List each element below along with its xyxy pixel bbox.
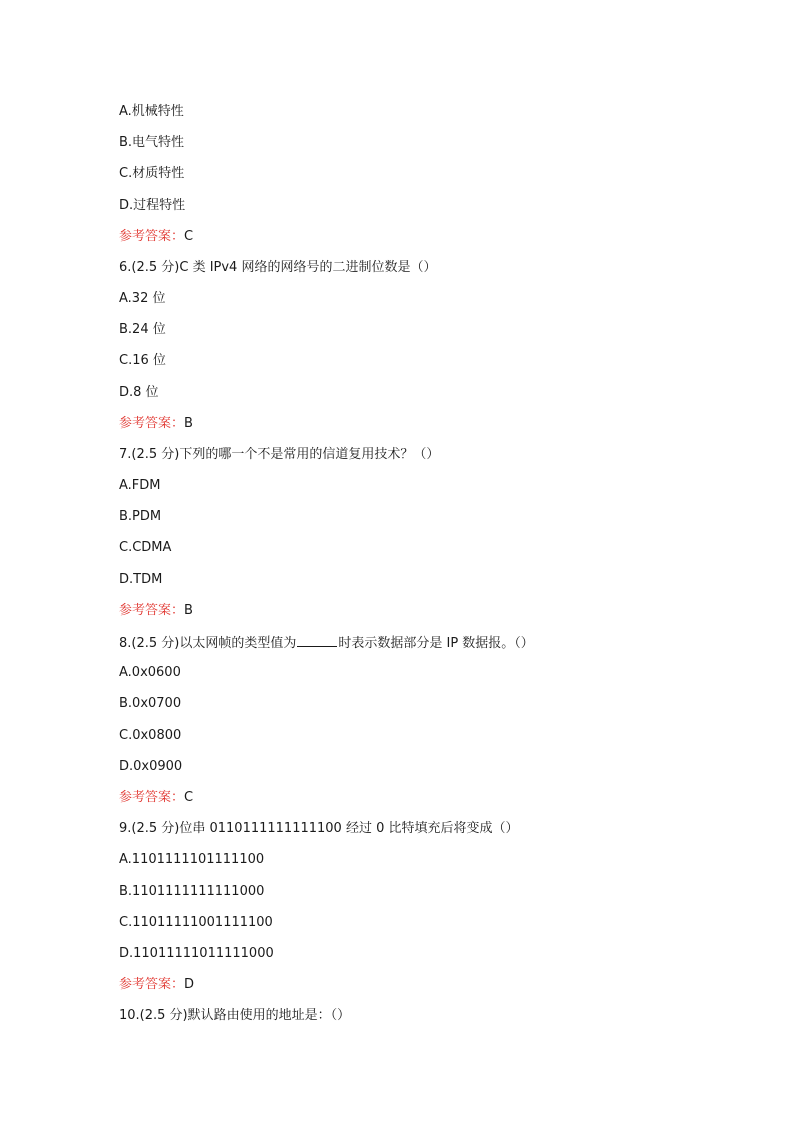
answer-label: 参考答案： <box>119 977 185 992</box>
q8-question <box>119 633 534 651</box>
q8-option-b: B.0x0700 <box>119 696 182 711</box>
q7-option-d: D.TDM <box>119 572 163 587</box>
q8-option-d: D.0x0900 <box>119 759 183 774</box>
q7-option-a: A.FDM <box>119 478 161 493</box>
q8-option-a: A.0x0600 <box>119 665 181 680</box>
q10-question: 10.(2.5 分)默认路由使用的地址是：（） <box>119 1008 351 1023</box>
answer-value: C <box>184 790 194 805</box>
answer-value: C <box>184 229 194 244</box>
q9-option-b: B.1101111111111000 <box>119 884 265 899</box>
q8-option-c: C.0x0800 <box>119 728 182 743</box>
answer-value: D <box>184 977 195 992</box>
fill-in-blank <box>297 633 337 647</box>
q9-question: 9.(2.5 分)位串 0110111111111100 经过 0 比特填充后将变成（） <box>119 821 519 836</box>
q9-answer <box>119 976 194 994</box>
q6-option-a: A.32 位 <box>119 291 166 306</box>
q9-option-a: A.1101111101111100 <box>119 852 265 867</box>
q6-answer <box>119 415 193 433</box>
q6-option-c: C.16 位 <box>119 353 166 368</box>
q9-option-c: C.11011111001111100 <box>119 915 273 930</box>
q5-option-c: C.材质特性 <box>119 166 185 181</box>
q8-question-part1: 8.(2.5 分)以太网帧的类型值为 <box>119 636 297 651</box>
q9-option-d: D.11011111011111000 <box>119 946 274 961</box>
q7-question: 7.(2.5 分)下列的哪一个不是常用的信道复用技术？（） <box>119 447 440 462</box>
q8-question-part2: 时表示数据部分是 IP 数据报。（） <box>338 636 534 651</box>
answer-label: 参考答案： <box>119 229 185 244</box>
q6-option-d: D.8 位 <box>119 385 159 400</box>
answer-value: B <box>184 416 193 431</box>
q5-answer <box>119 228 193 246</box>
q7-option-b: B.PDM <box>119 509 162 524</box>
q5-option-a: A.机械特性 <box>119 104 184 119</box>
answer-value: B <box>184 603 193 618</box>
q7-answer <box>119 602 193 620</box>
q7-option-c: C.CDMA <box>119 540 172 555</box>
q6-option-b: B.24 位 <box>119 322 166 337</box>
q8-answer <box>119 789 193 807</box>
answer-label: 参考答案： <box>119 603 185 618</box>
q5-option-b: B.电气特性 <box>119 135 185 150</box>
answer-label: 参考答案： <box>119 416 185 431</box>
answer-label: 参考答案： <box>119 790 185 805</box>
q6-question: 6.(2.5 分)C 类 IPv4 网络的网络号的二进制位数是（） <box>119 260 437 275</box>
q5-option-d: D.过程特性 <box>119 198 186 213</box>
